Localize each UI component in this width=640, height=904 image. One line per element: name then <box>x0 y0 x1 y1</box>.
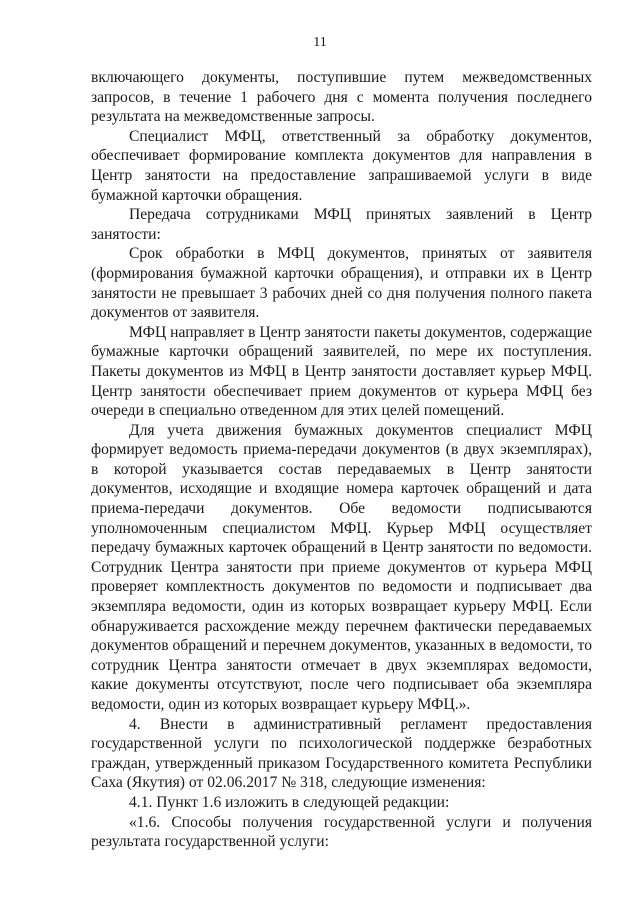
paragraph-8: 4.1. Пункт 1.6 изложить в следующей редакции: <box>129 793 450 811</box>
paragraph-9: «1.6. Способы получения государственной услуги и получения результата государственной услуги: <box>91 813 592 851</box>
paragraph-1: включающего документы, поступившие путем межведомственных запросов, в течение 1 рабочего дня с момента получения последнего результата на межведомственные запросы. <box>91 69 592 126</box>
paragraph-4: Срок обработки в МФЦ документов, принятых от заявителя (формирования бумажной карточки обращения), и отправки их в Центр занятости не превышает 3 рабочих дней со дня получения полного пакета документов от заявителя. <box>91 245 592 322</box>
page-number: 11 <box>313 35 327 50</box>
document-body <box>91 68 592 852</box>
paragraph-5: МФЦ направляет в Центр занятости пакеты документов, содержащие бумажные карточки обращений заявителей, по мере их поступления. Пакеты документов из МФЦ в Центр занятости доставляет курьер МФЦ. Центр занятости обеспечивает прием документов от курьера МФЦ без очереди в специально отведенном для этих целей помещений. <box>91 323 592 420</box>
paragraph-3: Передача сотрудниками МФЦ принятых заявлений в Центр занятости: <box>91 206 592 243</box>
paragraph-6: Для учета движения бумажных документов специалист МФЦ формирует ведомость приема-передачи документов (в двух экземплярах), в которой указывается состав передаваемых в Центр занятости документов, исходящие и входящие номера карточек обращений и дата приема-передачи документов. Обе ведомости подписываются уполномоченным специалистом МФЦ. Курьер МФЦ осуществляет передачу бумажных карточек обращений в Центр занятости по ведомости. Сотрудник Центра занятости при приеме документов от курьера МФЦ проверяет комплектность документов по ведомости и подписывает два экземпляра ведомости, один из которых возвращает курьеру МФЦ. Если обнаруживается расхождение между перечнем фактически передаваемых документов обращений и перечнем документов, указанных в ведомости, то сотрудник Центра занятости отмечает в двух экземплярах ведомости, какие документы отсутствуют, после чего подписывает оба экземпляра ведомости, один из которых возвращает курьеру МФЦ.». <box>91 421 592 713</box>
paragraph-2: Специалист МФЦ, ответственный за обработку документов, обеспечивает формирование комплекта документов для направления в Центр занятости на предоставление запрашиваемой услуги в виде бумажной карточки обращения. <box>91 127 592 204</box>
paragraph-7: 4. Внести в административный регламент предоставления государственной услуги по психологической поддержке безработных граждан, утвержденный приказом Государственного комитета Республики Саха (Якутия) от 02.06.2017 № 318, следующие изменения: <box>91 715 592 792</box>
